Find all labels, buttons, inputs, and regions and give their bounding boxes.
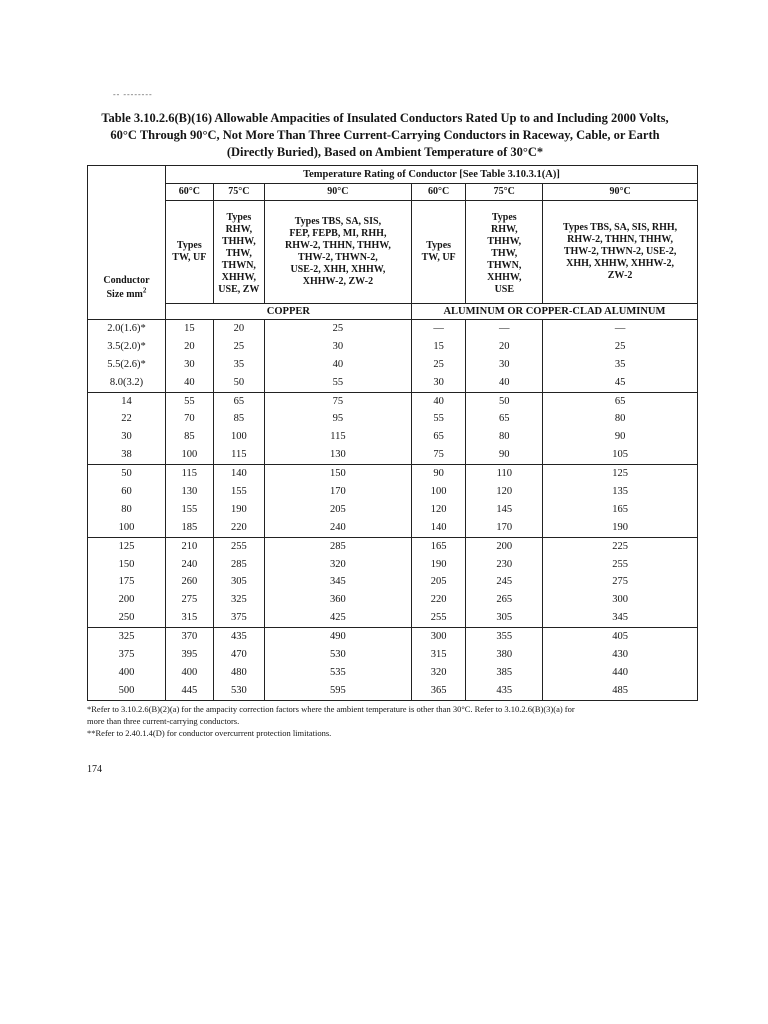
ampacity-cell: 530 (264, 646, 411, 664)
ampacity-cell: 25 (264, 320, 411, 338)
ampacity-cell: 65 (466, 410, 543, 428)
ampacity-cell: 530 (213, 682, 264, 700)
copper-label: COPPER (165, 304, 411, 320)
ampacity-cell: 305 (466, 609, 543, 627)
ampacity-cell: 425 (264, 609, 411, 627)
ampacity-cell: 120 (411, 501, 466, 519)
ampacity-cell: 220 (213, 519, 264, 537)
ampacity-cell: 430 (543, 646, 698, 664)
ampacity-cell: 130 (165, 483, 213, 501)
conductor-size-cell: 3.5(2.0)* (88, 338, 166, 356)
types-copper-90: Types TBS, SA, SIS, FEP, FEPB, MI, RHH, RHW-2, THHN, THHW, THW-2, THWN-2, USE-2, XHH, XHHW, XHHW-2, ZW-2 (264, 201, 411, 304)
ampacity-cell: 285 (213, 556, 264, 574)
ampacity-cell: 80 (543, 410, 698, 428)
ampacity-cell: 445 (165, 682, 213, 700)
types-copper-60: Types TW, UF (165, 201, 213, 304)
ampacity-cell: 35 (543, 356, 698, 374)
table-row (88, 338, 698, 356)
deg-aluminum-90: 90°C (543, 184, 698, 201)
conductor-size-cell: 150 (88, 556, 166, 574)
ampacity-cell: 95 (264, 410, 411, 428)
ampacity-cell: 255 (411, 609, 466, 627)
page-number: 174 (87, 764, 102, 775)
ampacity-cell: 55 (264, 374, 411, 392)
conductor-metal-spacer (88, 304, 166, 320)
ampacity-cell: 75 (264, 392, 411, 410)
conductor-size-cell: 80 (88, 501, 166, 519)
ampacity-cell: 30 (264, 338, 411, 356)
table-title (90, 110, 680, 161)
ampacity-cell: 15 (411, 338, 466, 356)
types-copper-75: Types RHW, THHW, THW, THWN, XHHW, USE, ZW (213, 201, 264, 304)
ampacity-cell: 115 (213, 446, 264, 464)
ampacity-cell: 395 (165, 646, 213, 664)
title-line-1: Table 3.10.2.6(B)(16) Allowable Ampacities of Insulated Conductors Rated Up to and Including 2000 Volts, (101, 111, 669, 125)
footnote-line-3: **Refer to 2.40.1.4(D) for conductor overcurrent protection limitations. (87, 728, 332, 738)
ampacity-cell: 120 (466, 483, 543, 501)
ampacity-cell: 480 (213, 664, 264, 682)
ampacity-cell: 255 (543, 556, 698, 574)
ampacity-cell: 190 (213, 501, 264, 519)
ampacity-cell: 300 (543, 591, 698, 609)
conductor-size-cell: 60 (88, 483, 166, 501)
ampacity-cell: 360 (264, 591, 411, 609)
ampacity-cell: 440 (543, 664, 698, 682)
table-row (88, 320, 698, 338)
size-label-text: Size mm (106, 288, 143, 300)
table-row (88, 356, 698, 374)
table-row (88, 410, 698, 428)
ampacity-cell: — (411, 320, 466, 338)
ampacity-cell: 190 (543, 519, 698, 537)
ampacity-cell: 190 (411, 556, 466, 574)
ampacity-cell: 595 (264, 682, 411, 700)
ampacity-cell: 90 (543, 428, 698, 446)
conductor-size-cell: 375 (88, 646, 166, 664)
ampacity-cell: 275 (543, 573, 698, 591)
conductor-size-cell: 38 (88, 446, 166, 464)
conductor-size-cell: 100 (88, 519, 166, 537)
conductor-size-cell: 125 (88, 537, 166, 555)
deg-aluminum-75: 75°C (466, 184, 543, 201)
ampacity-cell: 115 (264, 428, 411, 446)
ampacity-cell: 40 (264, 356, 411, 374)
conductor-size-cell: 2.0(1.6)* (88, 320, 166, 338)
conductor-size-cell: 500 (88, 682, 166, 700)
ampacity-cell: 435 (213, 628, 264, 646)
ampacity-cell: 165 (543, 501, 698, 519)
ampacity-cell: 65 (411, 428, 466, 446)
table-row (88, 682, 698, 700)
ampacity-cell: 70 (165, 410, 213, 428)
ampacity-cell: 205 (411, 573, 466, 591)
conductor-size-cell: 30 (88, 428, 166, 446)
table-row (88, 573, 698, 591)
conductor-size-cell: 14 (88, 392, 166, 410)
size-label (88, 288, 165, 302)
ampacity-cell: 125 (543, 465, 698, 483)
conductor-size-cell: 200 (88, 591, 166, 609)
table-row (88, 646, 698, 664)
ampacity-cell: 85 (165, 428, 213, 446)
ampacity-cell: 25 (213, 338, 264, 356)
ampacity-cell: 50 (213, 374, 264, 392)
title-line-3: (Directly Buried), Based on Ambient Temperature of 30°C* (226, 145, 544, 159)
ampacity-cell: 110 (466, 465, 543, 483)
ampacity-cell: 470 (213, 646, 264, 664)
ampacity-cell: 315 (165, 609, 213, 627)
conductor-size-cell: 325 (88, 628, 166, 646)
deg-copper-90: 90°C (264, 184, 411, 201)
ampacity-cell: 535 (264, 664, 411, 682)
ampacity-cell: 25 (411, 356, 466, 374)
ampacity-cell: 255 (213, 537, 264, 555)
ampacity-cell: 100 (411, 483, 466, 501)
conductor-size-cell: 50 (88, 465, 166, 483)
ampacity-cell: 135 (543, 483, 698, 501)
ampacity-cell: 320 (411, 664, 466, 682)
ampacity-cell: 150 (264, 465, 411, 483)
ampacity-cell: 170 (466, 519, 543, 537)
ampacity-cell: 80 (466, 428, 543, 446)
ampacity-cell: 225 (543, 537, 698, 555)
ampacity-cell: 90 (411, 465, 466, 483)
ampacity-cell: 25 (543, 338, 698, 356)
ampacity-cell: 285 (264, 537, 411, 555)
ampacity-cell: 90 (466, 446, 543, 464)
ampacity-cell: 265 (466, 591, 543, 609)
ampacity-cell: 20 (165, 338, 213, 356)
ampacity-cell: 75 (411, 446, 466, 464)
ampacity-cell: 105 (543, 446, 698, 464)
table-row (88, 501, 698, 519)
ampacity-cell: 115 (165, 465, 213, 483)
ampacity-cell: 55 (165, 392, 213, 410)
ampacity-cell: 325 (213, 591, 264, 609)
footnotes (87, 703, 707, 739)
conductor-size-cell: 5.5(2.6)* (88, 356, 166, 374)
ampacity-cell: 55 (411, 410, 466, 428)
conductor-size-cell: 175 (88, 573, 166, 591)
ampacity-cell: 230 (466, 556, 543, 574)
ampacity-cell: 205 (264, 501, 411, 519)
ampacity-cell: 155 (165, 501, 213, 519)
ampacity-cell: 30 (411, 374, 466, 392)
ampacity-cell: 145 (466, 501, 543, 519)
aluminum-label: ALUMINUM OR COPPER-CLAD ALUMINUM (411, 304, 697, 320)
ampacity-cell: 405 (543, 628, 698, 646)
ampacity-cell: 485 (543, 682, 698, 700)
ampacity-cell: 85 (213, 410, 264, 428)
ampacity-cell: 35 (213, 356, 264, 374)
table-row (88, 446, 698, 464)
deg-copper-60: 60°C (165, 184, 213, 201)
ampacity-cell: 210 (165, 537, 213, 555)
conductor-size-header (88, 166, 166, 304)
ampacity-cell: — (466, 320, 543, 338)
ampacity-cell: 20 (466, 338, 543, 356)
ampacity-cell: 65 (213, 392, 264, 410)
ampacity-cell: 320 (264, 556, 411, 574)
ampacity-cell: 100 (213, 428, 264, 446)
table-body (88, 320, 698, 701)
ampacity-cell: 400 (165, 664, 213, 682)
ampacity-cell: 155 (213, 483, 264, 501)
ampacity-cell: 275 (165, 591, 213, 609)
ampacity-table (87, 165, 698, 701)
ampacity-cell: 130 (264, 446, 411, 464)
ampacity-cell: 380 (466, 646, 543, 664)
ampacity-cell: 490 (264, 628, 411, 646)
table-row (88, 628, 698, 646)
temperature-rating-header: Temperature Rating of Conductor [See Table 3.10.3.1(A)] (165, 166, 697, 184)
table-row (88, 664, 698, 682)
ampacity-cell: 45 (543, 374, 698, 392)
table-row (88, 537, 698, 555)
types-aluminum-60: Types TW, UF (411, 201, 466, 304)
table-row (88, 609, 698, 627)
ampacity-cell: 140 (213, 465, 264, 483)
ampacity-cell: 375 (213, 609, 264, 627)
ampacity-cell: 240 (165, 556, 213, 574)
ampacity-cell: — (543, 320, 698, 338)
ampacity-cell: 345 (264, 573, 411, 591)
ampacity-cell: 170 (264, 483, 411, 501)
deg-copper-75: 75°C (213, 184, 264, 201)
footnote-line-1: *Refer to 3.10.2.6(B)(2)(a) for the ampacity correction factors where the ambient temperature is other than 30°C. Refer to 3.10.2.6(B)(3)(a) for (87, 704, 575, 714)
ampacity-cell: 20 (213, 320, 264, 338)
ampacity-cell: 40 (165, 374, 213, 392)
ampacity-cell: 140 (411, 519, 466, 537)
ampacity-cell: 200 (466, 537, 543, 555)
ampacity-cell: 100 (165, 446, 213, 464)
ampacity-cell: 165 (411, 537, 466, 555)
conductor-size-cell: 400 (88, 664, 166, 682)
ampacity-cell: 365 (411, 682, 466, 700)
ampacity-cell: 40 (411, 392, 466, 410)
deg-aluminum-60: 60°C (411, 184, 466, 201)
conductor-size-cell: 22 (88, 410, 166, 428)
table-row (88, 465, 698, 483)
header-mark: -- -------- (113, 90, 153, 99)
table-row (88, 591, 698, 609)
ampacity-cell: 50 (466, 392, 543, 410)
ampacity-cell: 185 (165, 519, 213, 537)
ampacity-cell: 65 (543, 392, 698, 410)
ampacity-cell: 240 (264, 519, 411, 537)
table-row (88, 392, 698, 410)
table-row (88, 556, 698, 574)
ampacity-cell: 260 (165, 573, 213, 591)
ampacity-cell: 30 (466, 356, 543, 374)
ampacity-cell: 370 (165, 628, 213, 646)
table-row (88, 374, 698, 392)
ampacity-cell: 220 (411, 591, 466, 609)
table-row (88, 519, 698, 537)
ampacity-cell: 245 (466, 573, 543, 591)
title-line-2: 60°C Through 90°C, Not More Than Three Current-Carrying Conductors in Raceway, Cable, or Earth (110, 128, 660, 142)
ampacity-cell: 30 (165, 356, 213, 374)
conductor-label: Conductor (103, 274, 150, 286)
ampacity-cell: 15 (165, 320, 213, 338)
size-label-superscript: 2 (142, 286, 147, 295)
ampacity-cell: 40 (466, 374, 543, 392)
types-aluminum-75: Types RHW, THHW, THW, THWN, XHHW, USE (466, 201, 543, 304)
conductor-size-cell: 250 (88, 609, 166, 627)
ampacity-cell: 315 (411, 646, 466, 664)
ampacity-cell: 385 (466, 664, 543, 682)
ampacity-cell: 345 (543, 609, 698, 627)
footnote-line-2: more than three current-carrying conductors. (87, 716, 240, 726)
table-row (88, 483, 698, 501)
table-row (88, 428, 698, 446)
ampacity-cell: 305 (213, 573, 264, 591)
ampacity-cell: 435 (466, 682, 543, 700)
ampacity-cell: 300 (411, 628, 466, 646)
types-aluminum-90: Types TBS, SA, SIS, RHH, RHW-2, THHN, THHW, THW-2, THWN-2, USE-2, XHH, XHHW, XHHW-2, ZW-2 (543, 201, 698, 304)
ampacity-cell: 355 (466, 628, 543, 646)
conductor-size-cell: 8.0(3.2) (88, 374, 166, 392)
